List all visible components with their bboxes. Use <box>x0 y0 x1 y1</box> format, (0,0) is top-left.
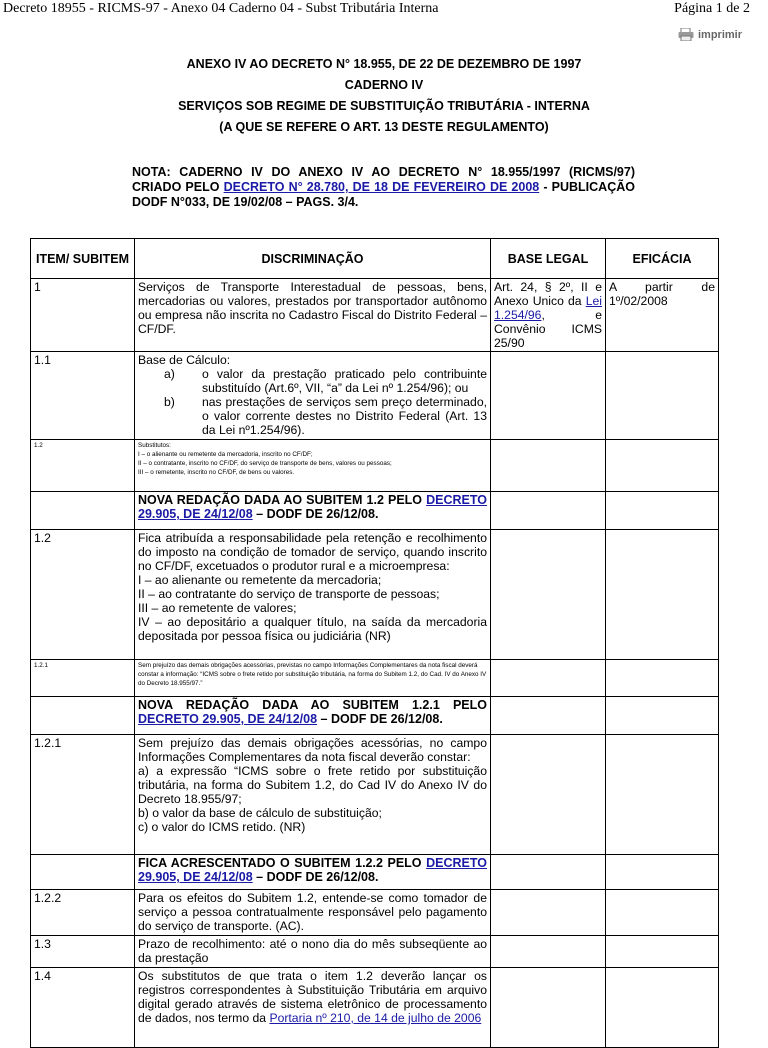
decree-29905-link[interactable]: DECRETO 29.905, DE 24/12/08 <box>138 712 318 726</box>
base-legal-cell <box>491 660 606 697</box>
note-paragraph <box>132 165 635 210</box>
decree-28780-link[interactable]: DECRETO N° 28.780, DE 18 DE FEVEREIRO DE 2008 <box>223 180 540 194</box>
item-cell: 1 <box>31 279 135 352</box>
eficacia-cell <box>606 492 719 530</box>
decree-29905-link[interactable]: DECRETO 29.905, DE 24/12/08 <box>138 493 487 521</box>
item-cell: 1.1 <box>31 352 135 440</box>
table-row <box>31 530 719 660</box>
discriminacao-cell: Prazo de recolhimento: até o nono dia do mês subseqüente ao da prestação <box>135 936 491 968</box>
text-line: Fica atribuída a responsabilidade pela retenção e recolhimento do imposto na condição de tomador de serviço, quando inscrito no CF/DF, excetuados o produtor rural e a microempresa: <box>138 531 487 573</box>
title-line-2: CADERNO IV <box>344 78 424 92</box>
text-line: c) o valor do ICMS retido. (NR) <box>138 820 306 834</box>
substitution-table <box>30 238 719 1048</box>
text-line: b) o valor da base de cálculo de substituição; <box>138 806 382 820</box>
col-header-base-legal: BASE LEGAL <box>491 239 606 279</box>
table-header-row <box>31 239 719 279</box>
amendment-text-end: – DODF DE 26/12/08. <box>252 507 379 521</box>
item-cell: 1.2 <box>31 530 135 660</box>
item-cell: 1.2 <box>31 440 135 492</box>
eficacia-cell <box>606 890 719 936</box>
item-cell <box>31 492 135 530</box>
note-text: NOTA: CADERNO IV DO ANEXO IV AO DECRETO N° 18.955/1997 (RICMS/97) CRIADO PELO <box>132 165 635 194</box>
document-title <box>0 54 768 138</box>
item-cell: 1.2.1 <box>31 660 135 697</box>
item-cell: 1.3 <box>31 936 135 968</box>
table-row <box>31 697 719 735</box>
text-line: II – ao contratante do serviço de transporte de pessoas; <box>138 587 440 601</box>
text-line: III – o remetente, inscrito no CF/DF, de bens ou valores. <box>138 469 295 476</box>
text-line: Substitutos: <box>138 442 171 449</box>
title-line-3: SERVIÇOS SOB REGIME DE SUBSTITUIÇÃO TRIBUTÁRIA - INTERNA <box>178 99 590 113</box>
col-header-item: ITEM/ SUBITEM <box>31 239 135 279</box>
discriminacao-cell <box>135 352 491 440</box>
text-line: I – ao alienante ou remetente da mercadoria; <box>138 573 382 587</box>
base-legal-cell <box>491 735 606 855</box>
table-row <box>31 735 719 855</box>
eficacia-cell: A partir de 1º/02/2008 <box>606 279 719 352</box>
eficacia-cell <box>606 968 719 1048</box>
base-legal-text: Art. 24, § 2º, II e Anexo Unico da <box>494 280 602 308</box>
list-item <box>138 367 487 395</box>
text-line: Os substitutos de que trata o item 1.2 deverão lançar os registros correspondentes à Substituição Tributária em arquivo digital gerado através de sistema eletrônico de processamento de dados, nos termo da <box>138 969 487 1025</box>
eficacia-cell <box>606 735 719 855</box>
header-title: Decreto 18955 - RICMS-97 - Anexo 04 Caderno 04 - Subst Tributária Interna <box>3 1 439 16</box>
base-legal-cell <box>491 697 606 735</box>
base-legal-cell <box>491 530 606 660</box>
amendment-text: NOVA REDAÇÃO DADA AO SUBITEM 1.2 PELO <box>138 493 427 507</box>
base-legal-cell <box>491 936 606 968</box>
text-line: II – o contratante, inscrito no CF/DF, do serviço de transporte de bens, valores ou pessoas; <box>138 460 392 467</box>
text-line: Sem prejuízo das demais obrigações acessórias, no campo Informações Complementares da nota fiscal deverão constar: <box>138 736 487 764</box>
amendment-text: FICA ACRESCENTADO O SUBITEM 1.2.2 PELO <box>138 856 427 870</box>
base-legal-cell <box>491 855 606 890</box>
discriminacao-cell <box>135 530 491 660</box>
item-cell <box>31 697 135 735</box>
table-row <box>31 890 719 936</box>
list-item <box>138 395 487 437</box>
col-header-eficacia: EFICÁCIA <box>606 239 719 279</box>
amendment-note-cell <box>135 855 491 890</box>
amendment-note-cell <box>135 492 491 530</box>
table-row <box>31 855 719 890</box>
discriminacao-cell <box>135 735 491 855</box>
base-legal-text-end: , e Convênio ICMS 25/90 <box>494 308 602 350</box>
table-row <box>31 352 719 440</box>
table-row <box>31 936 719 968</box>
table-row <box>31 660 719 697</box>
item-cell: 1.2.2 <box>31 890 135 936</box>
col-header-discriminacao: DISCRIMINAÇÃO <box>135 239 491 279</box>
item-cell: 1.4 <box>31 968 135 1048</box>
item-cell: 1.2.1 <box>31 735 135 855</box>
lei-1254-link[interactable]: Lei 1.254/96 <box>494 294 602 322</box>
printer-icon <box>678 28 694 41</box>
base-legal-cell <box>491 440 606 492</box>
table-row <box>31 279 719 352</box>
list-text: nas prestações de serviços sem preço determinado, o valor corrente destes no Distrito Federal (Art. 13 da Lei nº1.254/96). <box>202 395 487 437</box>
amendment-text: NOVA REDAÇÃO DADA AO SUBITEM 1.2.1 PELO <box>138 698 487 712</box>
discriminacao-cell: Para os efeitos do Subitem 1.2, entende-se como tomador de serviço a pessoa contratualmente responsável pelo pagamento do serviço de transporte. (AC). <box>135 890 491 936</box>
base-legal-cell <box>491 492 606 530</box>
amendment-note-cell <box>135 697 491 735</box>
base-legal-cell <box>491 352 606 440</box>
title-line-4: (A QUE SE REFERE O ART. 13 DESTE REGULAMENTO) <box>219 120 549 134</box>
table-row <box>31 440 719 492</box>
text-line: III – ao remetente de valores; <box>138 601 297 615</box>
text-line: I – o alienante ou remetente da mercadoria, inscrito no CF/DF; <box>138 451 313 458</box>
table-row <box>31 492 719 530</box>
item-cell <box>31 855 135 890</box>
eficacia-cell <box>606 936 719 968</box>
print-button[interactable] <box>678 28 742 41</box>
discriminacao-cell: Sem prejuízo das demais obrigações acessórias, previstas no campo Informações Complementares da nota fiscal deverá constar a informação: “ICMS sobre o frete retido por substituição tributária, na forma do Subitem 1.2, do Cad. IV do Anexo IV do Decreto 18.955/97.” <box>135 660 491 697</box>
eficacia-cell <box>606 440 719 492</box>
portaria-210-link[interactable]: Portaria nº 210, de 14 de julho de 2006 <box>269 1011 482 1025</box>
list-text: o valor da prestação praticado pelo contribuinte substituído (Art.6º, VII, “a” da Lei nº 1.254/96); ou <box>202 367 487 395</box>
discriminacao-cell <box>135 968 491 1048</box>
discriminacao-cell <box>135 440 491 492</box>
amendment-text-end: – DODF DE 26/12/08. <box>252 870 379 884</box>
eficacia-cell <box>606 352 719 440</box>
base-legal-cell <box>491 968 606 1048</box>
base-legal-cell <box>491 890 606 936</box>
base-calculo-heading: Base de Cálculo: <box>138 353 231 367</box>
discriminacao-cell: Serviços de Transporte Interestadual de pessoas, bens, mercadorias ou valores, prestados por transportador autônomo ou empresa não inscrita no Cadastro Fiscal do Distrito Federal – CF/DF. <box>135 279 491 352</box>
title-line-1: ANEXO IV AO DECRETO N° 18.955, DE 22 DE DEZEMBRO DE 1997 <box>186 57 582 71</box>
text-line: IV – ao depositário a qualquer título, na saída da mercadoria depositada por pessoa física ou judiciária (NR) <box>138 615 487 643</box>
decree-29905-link[interactable]: DECRETO 29.905, DE 24/12/08 <box>138 856 487 884</box>
eficacia-cell <box>606 660 719 697</box>
list-key: a) <box>164 367 175 381</box>
text-line: a) a expressão “ICMS sobre o frete retido por substituição tributária, na forma do Subitem 1.2, do Cad IV do Anexo IV do Decreto 18.955/97; <box>138 764 487 806</box>
amendment-text-end: – DODF DE 26/12/08. <box>317 712 443 726</box>
eficacia-cell <box>606 697 719 735</box>
note-text-end: - PUBLICAÇÃO DODF N°033, DE 19/02/08 – PAGS. 3/4. <box>132 180 635 209</box>
eficacia-cell <box>606 855 719 890</box>
table-row <box>31 968 719 1048</box>
print-label: imprimir <box>697 28 742 41</box>
base-legal-cell <box>491 279 606 352</box>
page-indicator: Página 1 de 2 <box>674 1 750 16</box>
document-header <box>0 0 768 22</box>
eficacia-cell <box>606 530 719 660</box>
list-key: b) <box>164 395 175 409</box>
